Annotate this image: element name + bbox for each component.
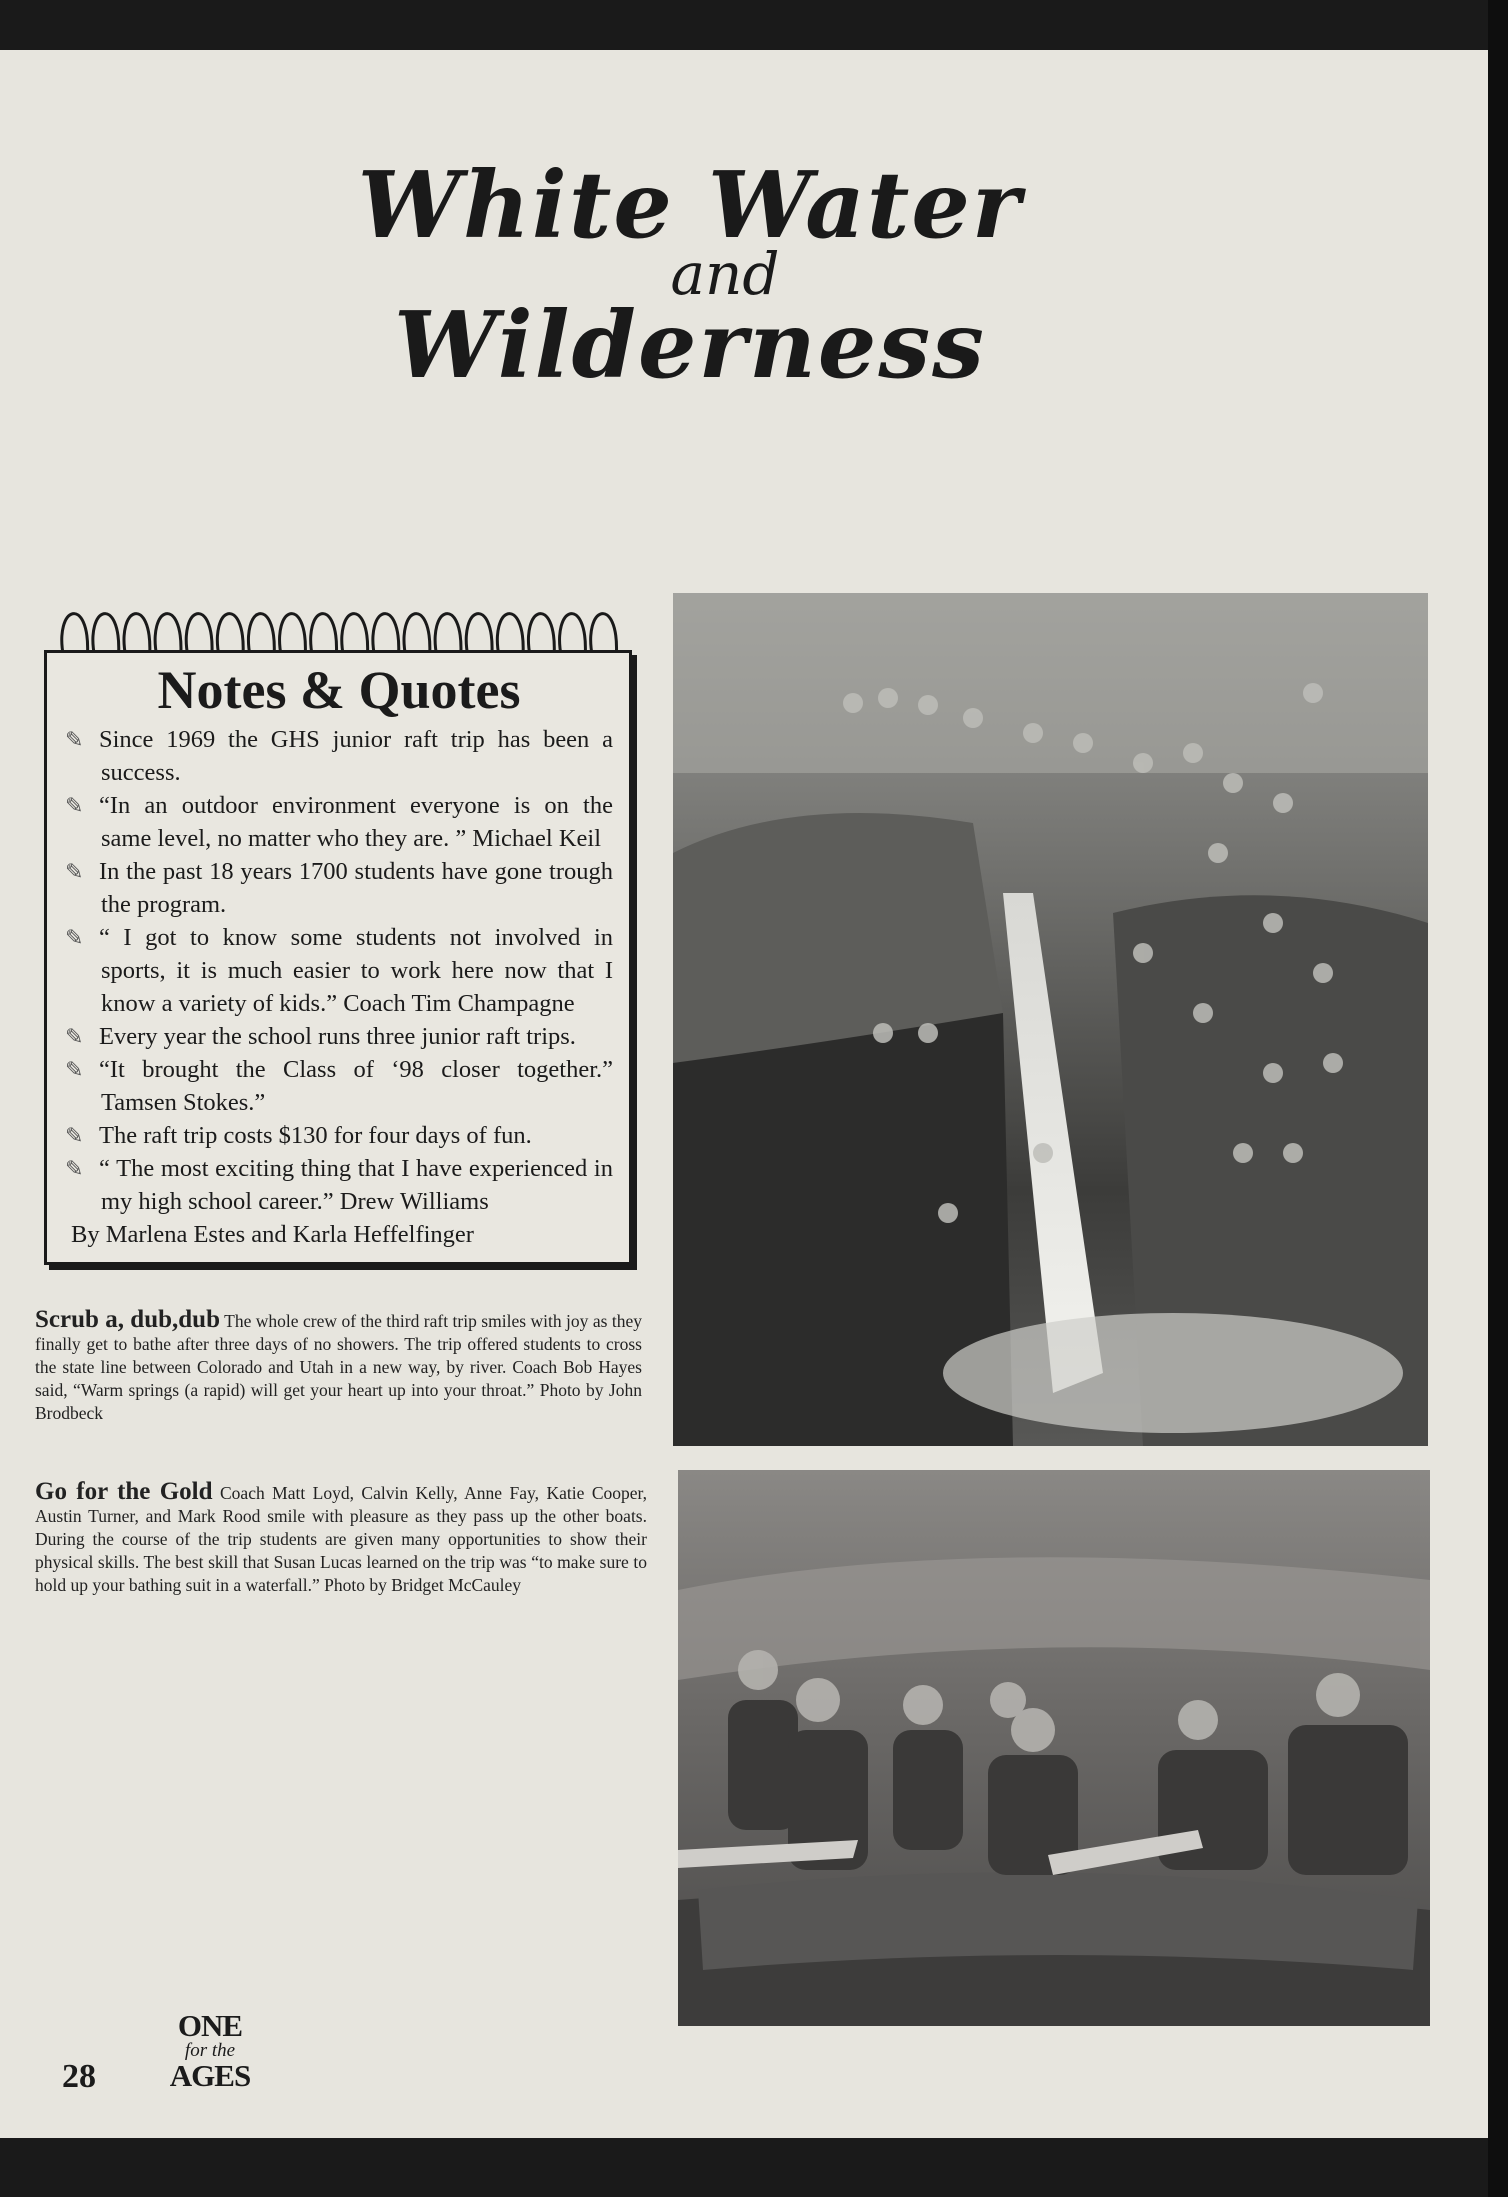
note-item — [65, 789, 613, 855]
pencil-icon: ✎ — [65, 1024, 84, 1049]
caption-text: The whole crew of the third raft trip smiles with joy as they finally get to bathe after three days of no showers. The trip offered students to cross the state line between Colorado and Utah in a new way, by river. Coach Bob Hayes said, “Warm springs (a rapid) will get your heart up into your throat.” Photo by John Brodbeck — [35, 1311, 643, 1423]
caption-scrub-a-dub-dub — [35, 1308, 642, 1425]
page-number: 28 — [62, 2058, 96, 2095]
logo-line-2: for the — [184, 2040, 236, 2061]
note-text: “ The most exciting thing that I have experienced in my high school career.” Drew Williams — [99, 1155, 613, 1215]
title-connector: and — [670, 240, 780, 308]
note-item — [65, 1020, 613, 1053]
pencil-icon: ✎ — [65, 1057, 84, 1082]
logo-line-3: AGES — [169, 2058, 251, 2093]
note-item — [65, 1152, 613, 1218]
caption-text: Coach Matt Loyd, Calvin Kelly, Anne Fay, Katie Cooper, Austin Turner, and Mark Rood smile with pleasure as they pass up the other boats. During the course of the trip students are given many opportunities to show their physical skills. The best skill that Susan Lucas learned on the trip was “to make sure to hold up your bathing suit in a waterfall.” Photo by Bridget McCauley — [35, 1483, 648, 1595]
page-edge — [1488, 0, 1508, 2197]
pencil-icon: ✎ — [65, 925, 84, 950]
note-item — [65, 855, 613, 921]
note-text: The raft trip costs $130 for four days of fun. — [99, 1122, 532, 1149]
pencil-icon: ✎ — [65, 859, 84, 884]
page-title — [240, 151, 1140, 495]
waterfall-photo-image — [673, 593, 1428, 1446]
raft-crew-photo — [678, 1470, 1430, 2026]
note-text: In the past 18 years 1700 students have gone trough the program. — [99, 858, 613, 918]
waterfall-group-photo — [673, 593, 1428, 1446]
pencil-icon: ✎ — [65, 793, 84, 818]
note-text: Since 1969 the GHS junior raft trip has been a success. — [99, 726, 613, 786]
raft-photo-image — [678, 1470, 1430, 2026]
logo-line-1: ONE — [177, 2008, 243, 2043]
one-for-the-ages-logo — [155, 2010, 265, 2091]
note-item — [65, 1053, 613, 1119]
caption-lead: Go for the Gold — [35, 1478, 213, 1505]
notes-list — [65, 723, 613, 1218]
note-text: “It brought the Class of ‘98 closer together.” Tamsen Stokes.” — [99, 1056, 613, 1116]
notes-and-quotes-panel — [38, 595, 642, 1275]
pencil-icon: ✎ — [65, 727, 84, 752]
pencil-icon: ✎ — [65, 1123, 84, 1148]
note-text: Every year the school runs three junior raft trips. — [99, 1023, 576, 1050]
pencil-icon: ✎ — [65, 1156, 84, 1181]
notes-heading: Notes & Quotes — [157, 660, 521, 720]
title-line-2: Wilderness — [394, 291, 986, 399]
note-item — [65, 723, 613, 789]
note-text: “ I got to know some students not involved in sports, it is much easier to work here now that I know a variety of kids.” Coach Tim Champagne — [99, 924, 613, 1017]
caption-lead: Scrub a, dub,dub — [35, 1306, 220, 1333]
notes-byline: By Marlena Estes and Karla Heffelfinger — [71, 1221, 474, 1248]
note-item — [65, 921, 613, 1020]
note-text: “In an outdoor environment everyone is on the same level, no matter who they are. ” Michael Keil — [99, 792, 613, 852]
note-item — [65, 1119, 613, 1152]
caption-go-for-the-gold — [35, 1480, 647, 1597]
title-line-1: White Water — [357, 151, 1023, 259]
notes-box — [44, 650, 632, 1265]
